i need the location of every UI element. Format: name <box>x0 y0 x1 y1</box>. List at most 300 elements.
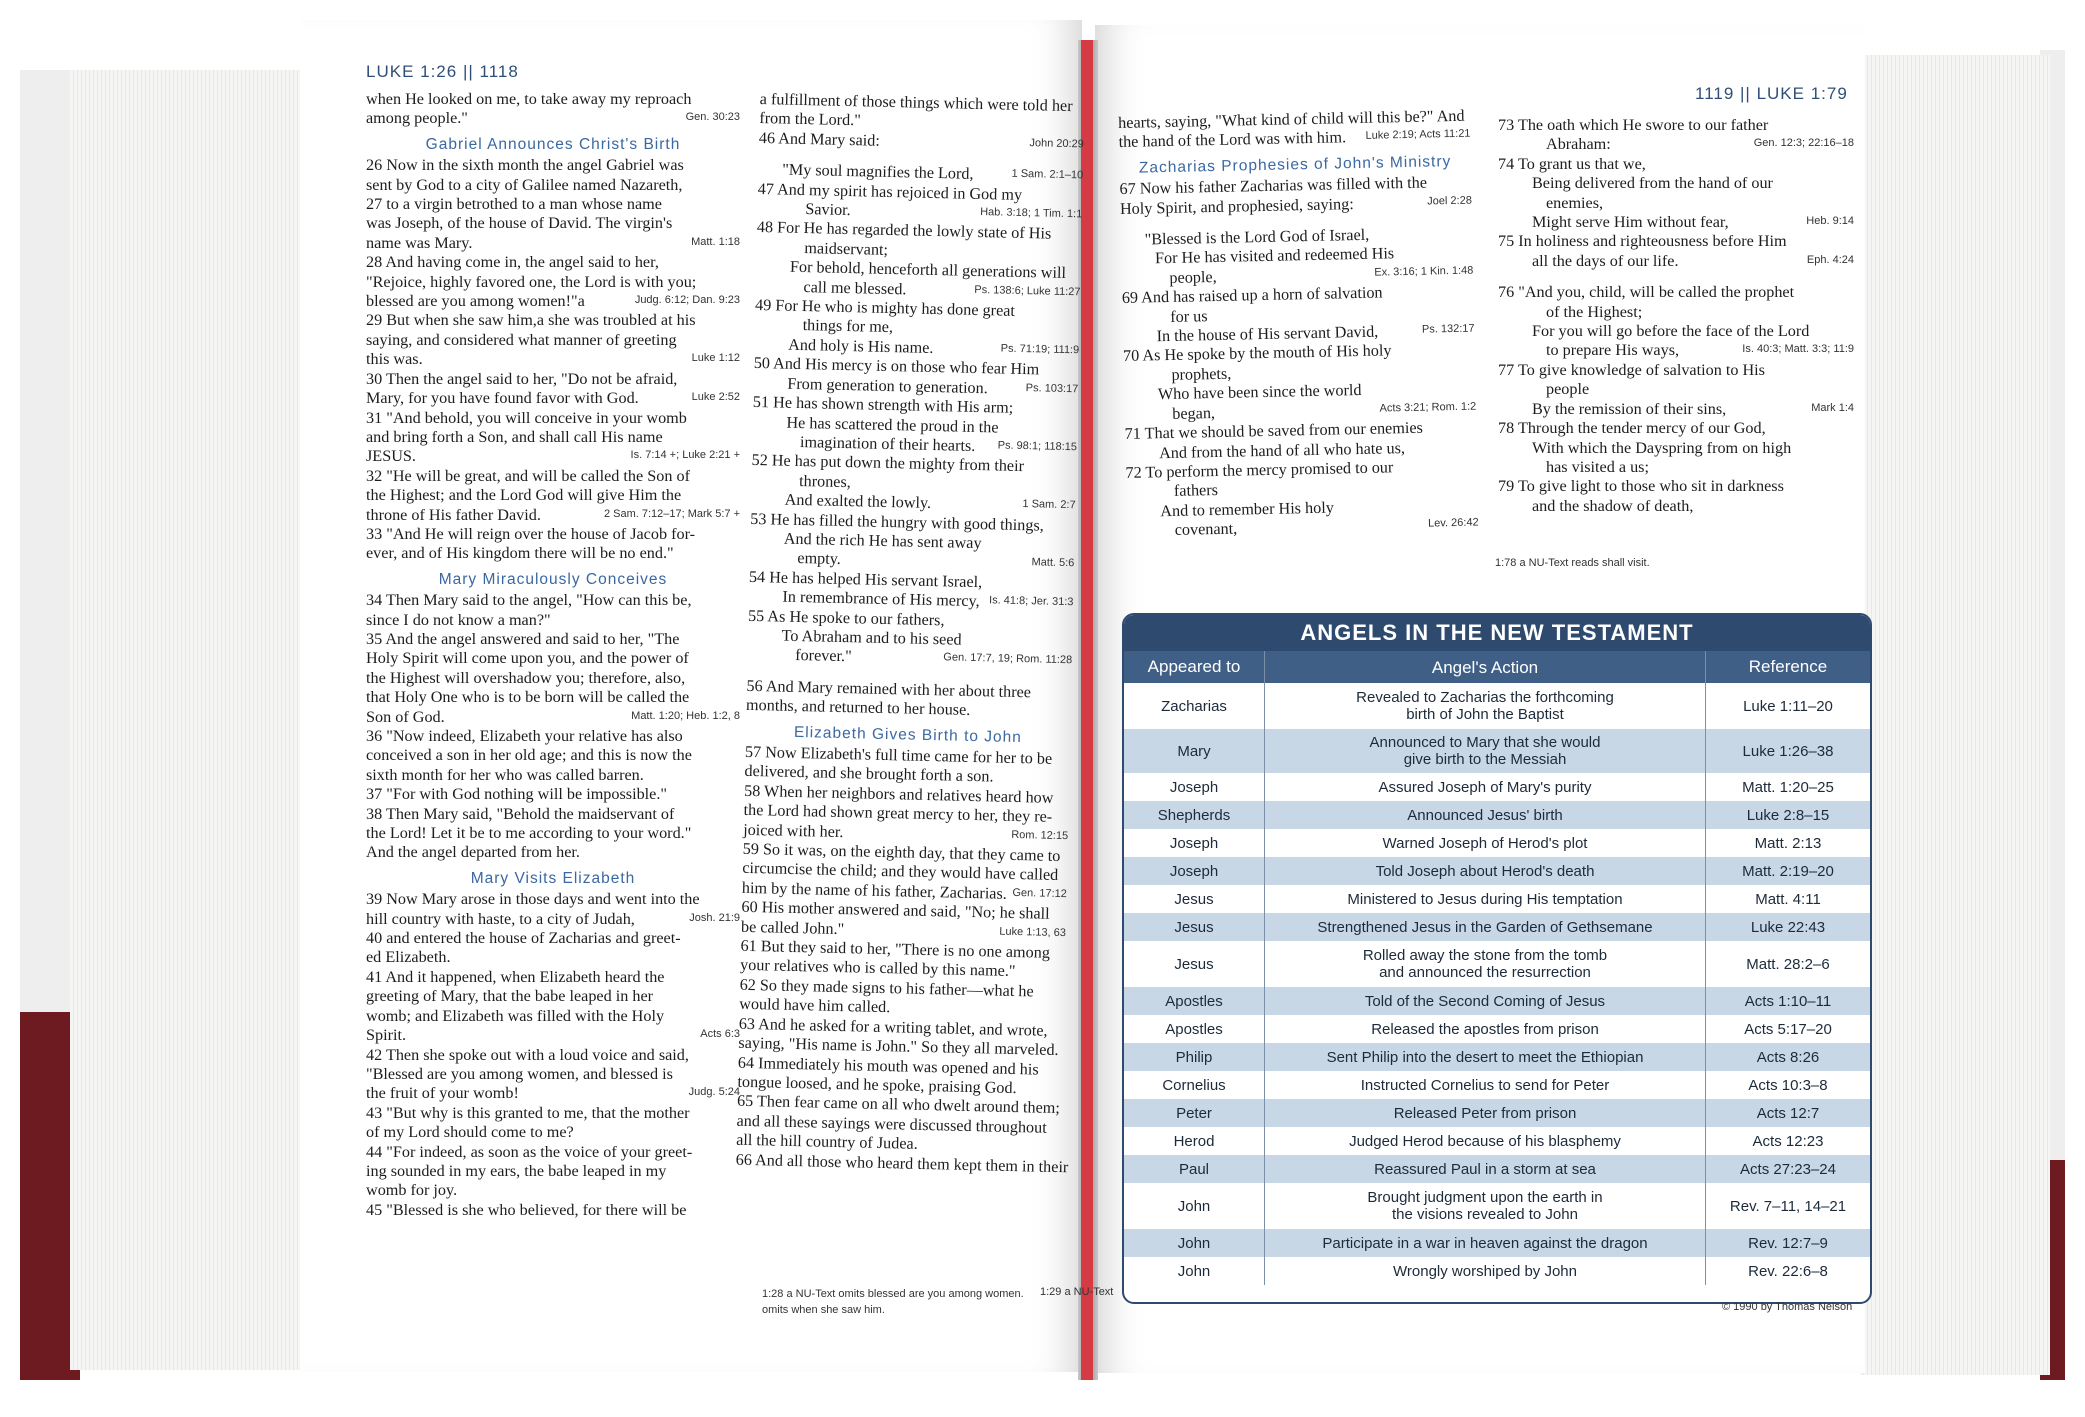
cross-reference: Joel 2:28 <box>1427 194 1473 208</box>
table-copyright: © 1990 by Thomas Nelson <box>1722 1301 1853 1313</box>
cross-reference: 1 Sam. 2:7 <box>1022 498 1076 512</box>
verse-text: 58 When her neighbors and relatives heard how <box>743 781 1054 807</box>
page-stack-left <box>70 70 310 1370</box>
left-running-head: LUKE 1:26 || 1118 <box>366 62 519 81</box>
text-line <box>366 214 740 233</box>
cross-reference: Luke 1:12 <box>691 352 740 365</box>
verse-text: "Blessed are you among women, and blessed is <box>366 1064 673 1083</box>
ribbon-bookmark <box>1081 40 1093 1380</box>
cross-reference: Ps. 98:1; 118:15 <box>997 439 1078 454</box>
action-line: Ministered to Jesus during His temptation <box>1347 890 1623 908</box>
left-column-1 <box>366 90 740 1220</box>
cell-reference: Rev. 22:6–8 <box>1748 1262 1828 1280</box>
verse-text: delivered, and she brought forth a son. <box>744 762 994 786</box>
cross-reference: Eph. 4:24 <box>1806 253 1854 266</box>
verse-text: from the Lord." <box>759 109 862 130</box>
verse-text: And the angel departed from her. <box>366 843 580 862</box>
text-line <box>1498 497 1854 516</box>
cell-angels-action <box>1265 941 1706 987</box>
cross-reference: Gen. 12:3; 22:16–18 <box>1753 137 1854 150</box>
cell-reference: Matt. 2:19–20 <box>1742 862 1834 880</box>
section-heading: Gabriel Announces Christ's Birth <box>425 135 681 153</box>
cell-appeared-to: Jesus <box>1124 885 1265 913</box>
verse-text: "My soul magnifies the Lord, <box>781 160 974 184</box>
verse-text: was Joseph, of the house of David. The virgin's <box>366 214 673 233</box>
text-line <box>1498 116 1854 135</box>
header-angels-action: Angel's Action <box>1265 651 1706 683</box>
table-row <box>1124 683 1870 729</box>
verse-text: 66 And all those who heard them kept them in their <box>735 1150 1069 1176</box>
text-line <box>1498 213 1854 232</box>
verse-text: Mary, for you have found favor with God. <box>366 389 639 408</box>
cell-appeared-to: Herod <box>1124 1127 1265 1155</box>
cross-reference: Hab. 3:18; 1 Tim. 1:1 <box>980 206 1083 221</box>
cell-appeared-to: Jesus <box>1124 913 1265 941</box>
cross-reference: Judg. 5:24 <box>688 1086 740 1099</box>
verse-text: 49 For He who is mighty has done great <box>754 296 1016 320</box>
action-line: Wrongly worshiped by John <box>1393 1262 1577 1280</box>
verse-text: In the house of His servant David, <box>1156 322 1379 346</box>
text-line <box>366 688 740 707</box>
action-line: Instructed Cornelius to send for Peter <box>1360 1076 1610 1094</box>
cell-appeared-to: Jesus <box>1124 941 1265 987</box>
text-line <box>1498 419 1854 438</box>
verse-text: 33 "And He will reign over the house of Jacob for- <box>366 524 696 543</box>
cell-angels-action <box>1265 1155 1706 1183</box>
text-line <box>366 156 740 175</box>
text-line <box>366 447 740 466</box>
verse-text: womb for joy. <box>366 1181 458 1200</box>
verse-text: the Highest; and the Lord God will give Him the <box>366 486 682 505</box>
section-heading: Elizabeth Gives Birth to John <box>793 723 1023 746</box>
cross-reference: Acts 6:3 <box>700 1028 740 1041</box>
right-column-1 <box>1118 107 1479 542</box>
table-body <box>1124 683 1870 1285</box>
verse-text: things for me, <box>802 316 894 337</box>
verse-text: 67 Now his father Zacharias was filled with the <box>1119 173 1428 199</box>
cell-reference: Rev. 7–11, 14–21 <box>1729 1197 1847 1215</box>
cross-reference: Luke 2:52 <box>691 391 740 404</box>
cross-reference: Ps. 138:6; Luke 11:27 <box>974 283 1081 298</box>
verse-text: 34 Then Mary said to the angel, "How can this be, <box>366 591 692 610</box>
table-row <box>1124 987 1870 1015</box>
table-header <box>1124 651 1870 683</box>
text-line <box>366 1026 740 1045</box>
verse-text: 69 And has raised up a horn of salvation <box>1121 283 1383 308</box>
text-line <box>1498 232 1854 251</box>
action-line: and announced the resurrection <box>1379 964 1591 981</box>
text-line <box>366 591 740 610</box>
verse-text: Being delivered from the hand of our <box>1532 174 1773 193</box>
table-row <box>1124 801 1870 829</box>
verse-text: the Lord! Let it be to me according to your word." <box>366 824 692 843</box>
verse-text: And exalted the lowly. <box>784 490 932 513</box>
angels-table <box>1122 613 1872 1304</box>
text-line <box>1498 252 1854 271</box>
cross-reference: 2 Sam. 7:12–17; Mark 5:7 + <box>603 507 740 520</box>
cross-reference: Matt. 1:18 <box>691 235 740 248</box>
action-line: Warned Joseph of Herod's plot <box>1382 834 1588 852</box>
text-line <box>366 109 740 128</box>
verse-text: imagination of their hearts. <box>799 432 976 455</box>
text-line <box>366 1123 740 1142</box>
verse-text: greeting of Mary, that the babe leaped in her <box>366 987 654 1006</box>
verse-text: all the hill country of Judea. <box>735 1130 918 1153</box>
table-row <box>1124 1155 1870 1183</box>
text-line <box>366 1143 740 1162</box>
verse-text: 54 He has helped His servant Israel, <box>748 567 983 591</box>
verse-text: 38 Then Mary said, "Behold the maidservant of <box>366 804 675 823</box>
left-column-2 <box>735 90 1084 1177</box>
cell-appeared-to: Mary <box>1124 729 1265 773</box>
verse-text: tongue loosed, and he spoke, praising God. <box>737 1072 1017 1097</box>
cell-angels-action <box>1265 683 1706 729</box>
table-row <box>1124 1043 1870 1071</box>
action-line: Strengthened Jesus in the Garden of Gethsemane <box>1317 918 1653 936</box>
verse-text: For He has visited and redeemed His <box>1154 244 1395 268</box>
text-line <box>366 785 740 804</box>
action-line: Told of the Second Coming of Jesus <box>1364 992 1606 1010</box>
action-line: Sent Philip into the desert to meet the Ethiopian <box>1326 1048 1644 1066</box>
verse-text: sixth month for her who was called barren. <box>366 765 644 784</box>
cell-appeared-to: Joseph <box>1124 773 1265 801</box>
cross-reference: Luke 1:13, 63 <box>999 925 1067 939</box>
verse-text: this was. <box>366 350 423 369</box>
text-line <box>366 486 740 505</box>
verse-text: the Lord had shown great mercy to her, they re- <box>743 801 1053 827</box>
action-line: Released Peter from prison <box>1393 1104 1577 1122</box>
text-line <box>366 948 740 967</box>
text-line <box>366 630 740 649</box>
cell-appeared-to: Cornelius <box>1124 1071 1265 1099</box>
text-line <box>366 890 740 909</box>
cross-reference: Is. 40:3; Matt. 3:3; 11:9 <box>1742 343 1854 356</box>
text-line <box>366 176 740 195</box>
action-line: Rolled away the stone from the tomb <box>1362 947 1608 964</box>
text-line <box>366 746 740 765</box>
verse-text: months, and returned to her house. <box>745 696 971 720</box>
cell-reference: Matt. 28:2–6 <box>1746 955 1830 973</box>
verse-text: to prepare His ways, <box>1546 341 1680 360</box>
cell-appeared-to: John <box>1124 1257 1265 1285</box>
text-line <box>366 1007 740 1026</box>
verse-text: For you will go before the face of the Lord <box>1532 322 1810 341</box>
verse-text: that Holy One who is to be born will be called the <box>366 688 690 707</box>
text-line <box>366 910 740 929</box>
cross-reference: Gen. 17:12 <box>1012 886 1067 901</box>
cell-appeared-to: Apostles <box>1124 987 1265 1015</box>
cross-reference: Josh. 21:9 <box>689 911 740 924</box>
table-row <box>1124 829 1870 857</box>
verse-text: 53 He has filled the hungry with good things, <box>750 509 1045 535</box>
text-line <box>1498 477 1854 496</box>
verse-text: enemies, <box>1546 193 1604 212</box>
table-row <box>1124 913 1870 941</box>
text-line <box>366 506 740 525</box>
text-line <box>1498 341 1854 360</box>
verse-text: and bring forth a Son, and shall call His name <box>366 427 663 446</box>
cell-appeared-to: Apostles <box>1124 1015 1265 1043</box>
cell-reference: Acts 12:23 <box>1752 1132 1824 1150</box>
cell-angels-action <box>1265 829 1706 857</box>
verse-text: Son of God. <box>366 707 445 726</box>
verse-text: 36 "Now indeed, Elizabeth your relative has also <box>366 727 683 745</box>
cell-angels-action <box>1265 1229 1706 1257</box>
verse-text: hearts, saying, "What kind of child will this be?" And <box>1118 106 1465 132</box>
header-reference: Reference <box>1748 657 1828 676</box>
verse-text: 77 To give knowledge of salvation to His <box>1498 360 1765 379</box>
verse-text: 47 And my spirit has rejoiced in God my <box>757 179 1023 204</box>
verse-text: 79 To give light to those who sit in darkness <box>1498 477 1784 496</box>
text-line <box>1498 361 1854 380</box>
cross-reference: John 20:29 <box>1029 136 1084 151</box>
text-line <box>366 292 740 311</box>
verse-text: JESUS. <box>366 447 416 466</box>
verse-text: and the shadow of death, <box>1532 496 1694 515</box>
action-line: Announced to Mary that she would <box>1369 734 1601 751</box>
cell-angels-action <box>1265 1043 1706 1071</box>
table-row <box>1124 885 1870 913</box>
right-column-2 <box>1498 116 1854 516</box>
action-line: give birth to the Messiah <box>1403 751 1567 768</box>
verse-text: 37 "For with God nothing will be impossible." <box>366 785 667 804</box>
verse-text: saying, "His name is John." So they all marveled. <box>738 1033 1059 1060</box>
verse-text: has visited a us; <box>1546 457 1649 476</box>
text-line <box>366 669 740 688</box>
action-line: Brought judgment upon the earth in <box>1367 1189 1603 1206</box>
cross-reference: Ex. 3:16; 1 Kin. 1:48 <box>1374 264 1474 279</box>
section-heading: Mary Visits Elizabeth <box>470 869 636 887</box>
verse-text: among people." <box>366 109 468 128</box>
verse-text: fathers <box>1173 481 1219 501</box>
text-line <box>1498 458 1854 477</box>
verse-text: 57 Now Elizabeth's full time came for her to be <box>744 742 1053 768</box>
verse-text: 42 Then she spoke out with a loud voice and said, <box>366 1045 689 1064</box>
verse-text: womb; and Elizabeth was filled with the Holy <box>366 1006 665 1025</box>
cross-reference: Judg. 6:12; Dan. 9:23 <box>634 294 740 307</box>
cross-reference: Gen. 30:23 <box>685 111 740 124</box>
cross-reference: Ps. 103:17 <box>1025 381 1079 395</box>
cell-appeared-to: Joseph <box>1124 829 1265 857</box>
table-row <box>1124 773 1870 801</box>
verse-text: be called John." <box>740 917 845 938</box>
verse-text: 41 And it happened, when Elizabeth heard the <box>366 967 665 986</box>
verse-text: 51 He has shown strength with His arm; <box>752 393 1014 417</box>
cell-reference: Luke 1:26–38 <box>1742 742 1834 760</box>
table-row <box>1124 1099 1870 1127</box>
cross-reference: Matt. 1:20; Heb. 1:2, 8 <box>631 709 740 722</box>
cross-reference: Is. 41:8; Jer. 31:3 <box>988 594 1074 609</box>
cell-appeared-to: John <box>1124 1183 1265 1229</box>
section-heading: Mary Miraculously Conceives <box>438 570 668 588</box>
verse-text: covenant, <box>1174 519 1238 540</box>
verse-text: prophets, <box>1171 364 1232 384</box>
action-line: Released the apostles from prison <box>1371 1020 1599 1038</box>
table-row <box>1124 1183 1870 1229</box>
verse-text: thrones, <box>798 471 852 491</box>
verse-text: Holy Spirit will come upon you, and the power of <box>366 649 689 668</box>
text-line <box>366 766 740 785</box>
verse-text: 70 As He spoke by the mouth of His holy <box>1122 341 1392 366</box>
verse-text: of the Highest; <box>1546 302 1643 321</box>
verse-text: ing sounded in my ears, the babe leaped in my <box>366 1161 667 1180</box>
cell-angels-action <box>1265 1099 1706 1127</box>
text-line <box>1498 439 1854 458</box>
action-line: Revealed to Zacharias the forthcoming <box>1356 689 1614 706</box>
action-line: Judged Herod because of his blasphemy <box>1349 1132 1621 1150</box>
verse-text: forever." <box>794 646 852 666</box>
verse-text: Savior. <box>805 200 851 220</box>
text-line <box>366 544 740 563</box>
verse-text: By the remission of their sins, <box>1532 399 1727 418</box>
verse-text: 30 Then the angel said to her, "Do not be afraid, <box>366 369 678 388</box>
text-line <box>1498 380 1854 399</box>
cell-appeared-to: Shepherds <box>1124 801 1265 829</box>
text-line <box>1498 135 1854 154</box>
table-row <box>1124 1127 1870 1155</box>
text-line <box>1498 155 1854 174</box>
text-line <box>366 389 740 408</box>
verse-text: 29 But when she saw him,a she was troubled at his <box>366 311 696 330</box>
verse-text: the fruit of your womb! <box>366 1084 519 1103</box>
verse-text: name was Mary. <box>366 233 473 252</box>
text-line <box>366 1065 740 1084</box>
text-line <box>366 968 740 987</box>
verse-text: throne of His father David. <box>366 505 541 524</box>
cell-appeared-to: Zacharias <box>1124 683 1265 729</box>
cell-reference: Acts 12:7 <box>1756 1104 1820 1122</box>
verse-text: of my Lord should come to me? <box>366 1123 574 1142</box>
cell-appeared-to: Philip <box>1124 1043 1265 1071</box>
verse-text: And to remember His holy <box>1160 498 1335 520</box>
text-line <box>1498 194 1854 213</box>
cell-angels-action <box>1265 857 1706 885</box>
cell-angels-action <box>1265 1015 1706 1043</box>
verse-text: With which the Dayspring from on high <box>1532 438 1792 457</box>
verse-text: 39 Now Mary arose in those days and went into the <box>366 890 700 909</box>
left-footnote-1: 1:28 a NU-Text omits blessed are you among women. <box>762 1288 1024 1300</box>
verse-text: 64 Immediately his mouth was opened and his <box>737 1053 1039 1079</box>
verse-text: sent by God to a city of Galilee named Nazareth, <box>366 175 683 194</box>
cell-appeared-to: Joseph <box>1124 857 1265 885</box>
verse-text: "Rejoice, highly favored one, the Lord is with you; <box>366 272 697 291</box>
cross-reference: Acts 3:21; Rom. 1:2 <box>1379 400 1477 415</box>
verse-text: 60 His mother answered and said, "No; he shall <box>741 898 1050 924</box>
verse-text: 63 And he asked for a writing tablet, and wrote, <box>738 1014 1048 1040</box>
verse-text: when He looked on me, to take away my reproach <box>366 90 692 108</box>
verse-text: Might serve Him without fear, <box>1532 213 1729 232</box>
text-line <box>366 1046 740 1065</box>
text-line <box>366 428 740 447</box>
text-line <box>366 467 740 486</box>
verse-text: Who have been since the world <box>1157 381 1362 404</box>
verse-text: 52 He has put down the mighty from their <box>751 451 1025 476</box>
text-line <box>1498 174 1854 193</box>
verse-text: 62 So they made signs to his father—what he <box>739 975 1034 1001</box>
cross-reference: 1 Sam. 2:1–10 <box>1011 167 1084 182</box>
verse-text: 48 For He has regarded the lowly state of His <box>756 218 1052 244</box>
cell-angels-action <box>1265 885 1706 913</box>
text-line <box>366 525 740 544</box>
verse-text: Abraham: <box>1546 135 1611 154</box>
table-row <box>1124 941 1870 987</box>
cell-appeared-to: John <box>1124 1229 1265 1257</box>
right-running-head: 1119 || LUKE 1:79 <box>1695 84 1848 103</box>
text-line <box>366 331 740 350</box>
verse-text: 45 "Blessed is she who believed, for there will be <box>366 1200 687 1219</box>
verse-text: In remembrance of His mercy, <box>782 587 980 611</box>
cell-angels-action <box>1265 1257 1706 1285</box>
cell-angels-action <box>1265 1071 1706 1099</box>
verse-text: 73 The oath which He swore to our father <box>1498 116 1769 134</box>
table-row <box>1124 857 1870 885</box>
verse-text: would have him called. <box>739 995 891 1017</box>
header-appeared-to: Appeared to <box>1124 651 1265 683</box>
text-line <box>366 234 740 253</box>
verse-text: since I do not know a man?" <box>366 610 551 629</box>
text-line <box>366 843 740 862</box>
verse-text: your relatives who is called by this name." <box>739 956 1016 981</box>
verse-text: saying, and considered what manner of greeting <box>366 330 677 349</box>
action-line: birth of John the Baptist <box>1406 706 1564 723</box>
verse-text: 72 To perform the mercy promised to our <box>1125 458 1394 482</box>
cell-angels-action <box>1265 773 1706 801</box>
verse-text: all the days of our life. <box>1532 251 1679 270</box>
text-line <box>366 253 740 272</box>
verse-text: began, <box>1172 403 1216 423</box>
verse-text: maidservant; <box>804 238 889 259</box>
verse-text: hill country with haste, to a city of Judah, <box>366 909 635 928</box>
cell-reference: Acts 10:3–8 <box>1748 1076 1828 1094</box>
cross-reference: Luke 2:19; Acts 11:21 <box>1365 128 1471 143</box>
verse-text: 76 "And you, child, will be called the prophet <box>1498 283 1795 302</box>
verse-text: "Blessed is the Lord God of Israel, <box>1144 225 1370 249</box>
text-line <box>366 649 740 668</box>
cell-reference: Matt. 1:20–25 <box>1742 778 1834 796</box>
action-line: Assured Joseph of Mary's purity <box>1378 778 1592 796</box>
cell-reference: Rev. 12:7–9 <box>1748 1234 1828 1252</box>
verse-text: for us <box>1170 306 1208 326</box>
cell-reference: Luke 22:43 <box>1750 918 1826 936</box>
cross-reference: Lev. 26:42 <box>1427 516 1479 530</box>
cell-reference: Acts 1:10–11 <box>1744 992 1832 1010</box>
verse-text: 75 In holiness and righteousness before Him <box>1498 232 1787 251</box>
page-stack-right <box>1860 55 2050 1375</box>
verse-text: 65 Then fear came on all who dwelt around them; <box>736 1092 1061 1118</box>
text-line <box>366 350 740 369</box>
left-footnote-2: 1:29 a NU-Text <box>1040 1286 1114 1298</box>
verse-text: 56 And Mary remained with her about three <box>746 676 1032 702</box>
text-line <box>366 805 740 824</box>
text-line <box>366 273 740 292</box>
cell-reference: Luke 2:8–15 <box>1746 806 1830 824</box>
section-heading: Zacharias Prophesies of John's Ministry <box>1138 152 1452 177</box>
cross-reference: Heb. 9:14 <box>1806 215 1854 228</box>
table-row <box>1124 729 1870 773</box>
verse-text: 35 And the angel answered and said to her, "The <box>366 629 680 648</box>
text-line <box>366 1084 740 1103</box>
verse-text: 27 to a virgin betrothed to a man whose name <box>366 195 662 214</box>
verse-text: To Abraham and to his seed <box>781 626 962 649</box>
cell-reference: Acts 27:23–24 <box>1740 1160 1836 1178</box>
stanza-break <box>1498 271 1854 283</box>
verse-text: And from the hand of all who hate us, <box>1158 438 1406 462</box>
verse-text: Spirit. <box>366 1026 407 1045</box>
text-line <box>366 824 740 843</box>
cell-appeared-to: Paul <box>1124 1155 1265 1183</box>
cell-appeared-to: Peter <box>1124 1099 1265 1127</box>
verse-text: blessed are you among women!"a <box>366 292 585 311</box>
